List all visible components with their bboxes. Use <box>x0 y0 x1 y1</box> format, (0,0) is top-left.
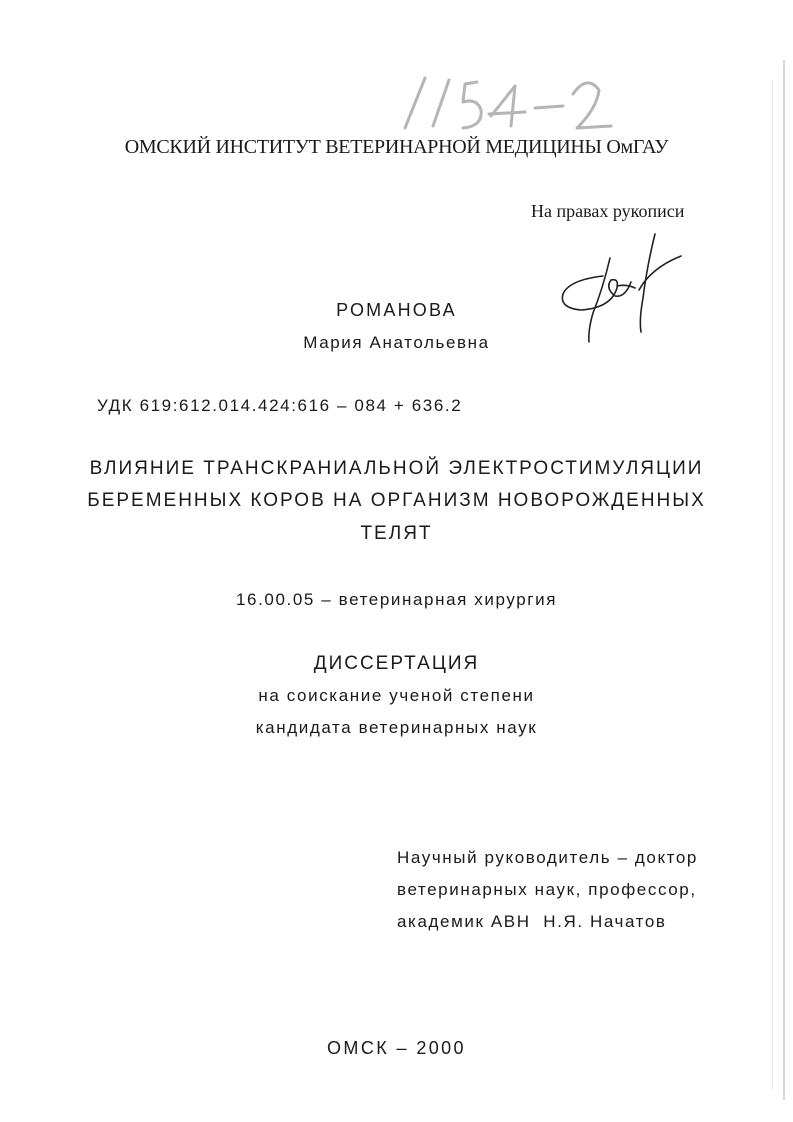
title-line: ВЛИЯНИЕ ТРАНСКРАНИАЛЬНОЙ ЭЛЕКТРОСТИМУЛЯЦИИ <box>89 458 704 479</box>
institute-name: ОМСКИЙ ИНСТИТУТ ВЕТЕРИНАРНОЙ МЕДИЦИНЫ ОмГАУ <box>124 136 669 158</box>
rights-note: На правах рукописи <box>531 201 685 221</box>
author-surname: РОМАНОВА <box>336 300 457 320</box>
dissertation-heading: ДИССЕРТАЦИЯ <box>313 653 480 674</box>
supervisor-line: Научный руководитель – доктор <box>397 848 698 867</box>
city-year: ОМСК – 2000 <box>327 1038 466 1058</box>
supervisor-line: академик АВН Н.Я. Начатов <box>397 912 667 931</box>
title-line: БЕРЕМЕННЫХ КОРОВ НА ОРГАНИЗМ НОВОРОЖДЕННЫХ <box>87 490 706 511</box>
supervisor-line: ветеринарных наук, профессор, <box>397 880 697 899</box>
specialty-code: 16.00.05 – ветеринарная хирургия <box>236 590 557 609</box>
scan-edge-shadow <box>783 60 785 1100</box>
title-line: ТЕЛЯТ <box>360 523 433 544</box>
udc-code: УДК 619:612.014.424:616 – 084 + 636.2 <box>97 396 463 415</box>
scan-edge-shadow-faint <box>772 80 773 1090</box>
author-given-names: Мария Анатольевна <box>303 333 490 352</box>
degree-line: на соискание ученой степени <box>258 686 535 705</box>
degree-line: кандидата ветеринарных наук <box>255 718 538 737</box>
handwritten-number <box>385 68 635 138</box>
